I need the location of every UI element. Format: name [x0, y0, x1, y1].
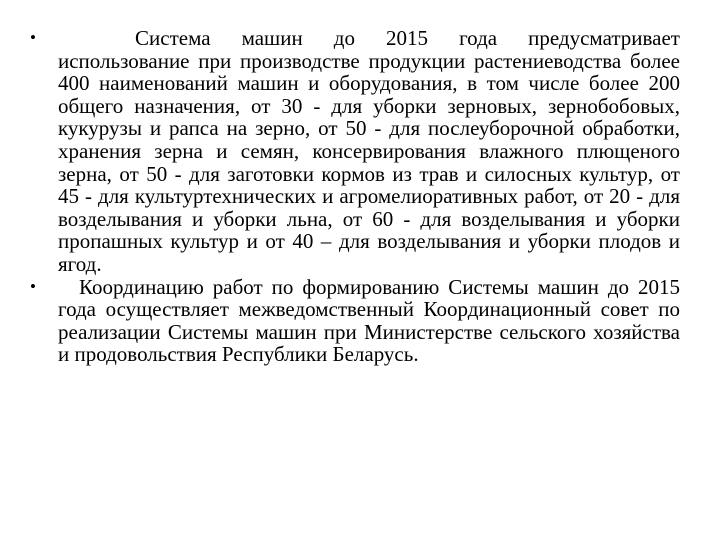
paragraph-text: Система машин до 2015 года предусматривает использование при производстве продукции растениеводства более 400 наименований машин и оборудования, в том числе более 200 общего назначения, от 30 - для уборки зерновых, зернобобовых, кукурузы и рапса на зерно, от 50 - для послеуборочной обработки, хранения зерна и семян, консервирования влажного плющеного зерна, от 50 - для заготовки кормов из трав и силосных культур, от 45 - для культуртехнических и агромелиоративных работ, от 20 - для возделывания и уборки льна, от 60 - для возделывания и уборки пропашных культур и от 40 – для возделывания и уборки плодов и ягод. — [58, 26, 680, 276]
bullet-list — [30, 27, 680, 366]
bullet-icon: • — [30, 28, 36, 47]
bullet-item-machine-system — [30, 27, 680, 276]
paragraph-text: Координацию работ по формированию Системы машин до 2015 года осуществляет межведомственный Координационный совет по реализации Системы машин при Министерстве сельского хозяйства и продовольствия Республики Беларусь. — [58, 274, 680, 367]
bullet-icon: • — [30, 276, 36, 296]
bullet-item-coordination — [30, 276, 680, 366]
